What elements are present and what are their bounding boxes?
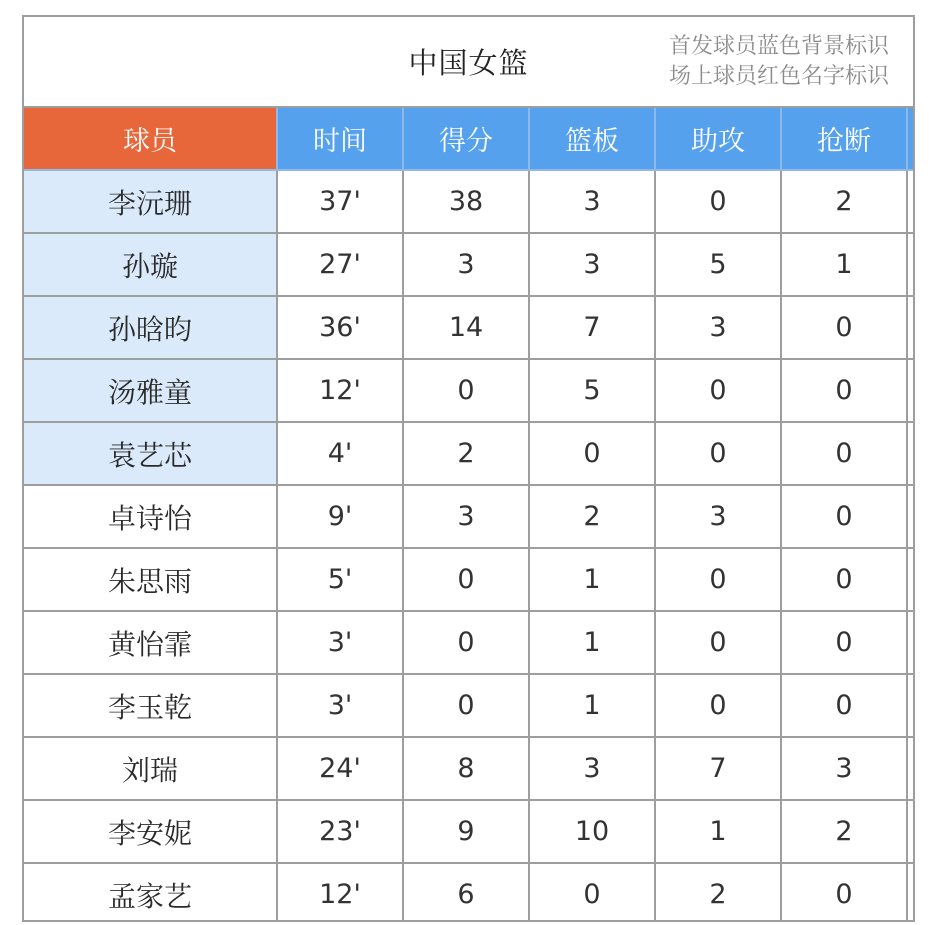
steals-cell: 0 xyxy=(781,359,907,422)
player-name-cell: 李沅珊 xyxy=(24,170,277,233)
assists-cell: 1 xyxy=(655,800,781,863)
minutes-cell: 12' xyxy=(277,359,403,422)
rebounds-cell: 1 xyxy=(529,548,655,611)
column-header-time: 时间 xyxy=(277,108,403,170)
overflow-cell xyxy=(907,422,915,485)
points-cell: 3 xyxy=(403,485,529,548)
rebounds-cell: 1 xyxy=(529,611,655,674)
minutes-cell: 12' xyxy=(277,863,403,922)
table-row xyxy=(24,170,915,233)
table-row xyxy=(24,233,915,296)
minutes-cell: 3' xyxy=(277,611,403,674)
table-row xyxy=(24,611,915,674)
overflow-cell xyxy=(907,233,915,296)
minutes-cell: 23' xyxy=(277,800,403,863)
player-name-cell: 黄怡霏 xyxy=(24,611,277,674)
steals-cell: 0 xyxy=(781,422,907,485)
title-row xyxy=(24,17,913,108)
table-row xyxy=(24,422,915,485)
table-row xyxy=(24,674,915,737)
player-name-cell: 汤雅童 xyxy=(24,359,277,422)
steals-cell: 1 xyxy=(781,233,907,296)
steals-cell: 3 xyxy=(781,737,907,800)
player-name-cell: 李安妮 xyxy=(24,800,277,863)
player-name-cell: 刘瑞 xyxy=(24,737,277,800)
points-cell: 2 xyxy=(403,422,529,485)
assists-cell: 0 xyxy=(655,170,781,233)
points-cell: 0 xyxy=(403,611,529,674)
column-header-overflow xyxy=(907,108,915,170)
minutes-cell: 37' xyxy=(277,170,403,233)
assists-cell: 0 xyxy=(655,422,781,485)
overflow-cell xyxy=(907,485,915,548)
steals-cell: 0 xyxy=(781,674,907,737)
assists-cell: 0 xyxy=(655,611,781,674)
minutes-cell: 4' xyxy=(277,422,403,485)
player-name-cell: 孟家艺 xyxy=(24,863,277,922)
table-row xyxy=(24,737,915,800)
assists-cell: 0 xyxy=(655,674,781,737)
steals-cell: 0 xyxy=(781,485,907,548)
steals-cell: 0 xyxy=(781,296,907,359)
rebounds-cell: 5 xyxy=(529,359,655,422)
points-cell: 3 xyxy=(403,233,529,296)
rebounds-cell: 7 xyxy=(529,296,655,359)
overflow-cell xyxy=(907,296,915,359)
player-name-cell: 孙晗昀 xyxy=(24,296,277,359)
player-name-cell: 袁艺芯 xyxy=(24,422,277,485)
points-cell: 0 xyxy=(403,359,529,422)
points-cell: 8 xyxy=(403,737,529,800)
table-row xyxy=(24,359,915,422)
table-row xyxy=(24,485,915,548)
rebounds-cell: 3 xyxy=(529,233,655,296)
table-row xyxy=(24,863,915,922)
points-cell: 14 xyxy=(403,296,529,359)
minutes-cell: 5' xyxy=(277,548,403,611)
steals-cell: 2 xyxy=(781,170,907,233)
assists-cell: 3 xyxy=(655,296,781,359)
points-cell: 0 xyxy=(403,674,529,737)
column-header-player: 球员 xyxy=(24,108,277,170)
stats-table xyxy=(24,108,915,922)
points-cell: 6 xyxy=(403,863,529,922)
minutes-cell: 27' xyxy=(277,233,403,296)
steals-cell: 0 xyxy=(781,548,907,611)
rebounds-cell: 3 xyxy=(529,170,655,233)
column-header-assists: 助攻 xyxy=(655,108,781,170)
assists-cell: 0 xyxy=(655,548,781,611)
player-name-cell: 卓诗怡 xyxy=(24,485,277,548)
table-row xyxy=(24,800,915,863)
player-name-cell: 李玉乾 xyxy=(24,674,277,737)
minutes-cell: 36' xyxy=(277,296,403,359)
points-cell: 9 xyxy=(403,800,529,863)
player-name-cell: 朱思雨 xyxy=(24,548,277,611)
header-row xyxy=(24,108,915,170)
overflow-cell xyxy=(907,611,915,674)
points-cell: 38 xyxy=(403,170,529,233)
rebounds-cell: 1 xyxy=(529,674,655,737)
assists-cell: 3 xyxy=(655,485,781,548)
rebounds-cell: 0 xyxy=(529,863,655,922)
on-court-legend-note: 场上球员红色名字标识 xyxy=(668,64,889,89)
rebounds-cell: 10 xyxy=(529,800,655,863)
minutes-cell: 3' xyxy=(277,674,403,737)
table-row xyxy=(24,296,915,359)
column-header-steals: 抢断 xyxy=(781,108,907,170)
overflow-cell xyxy=(907,674,915,737)
points-cell: 0 xyxy=(403,548,529,611)
legend xyxy=(669,32,889,92)
steals-cell: 0 xyxy=(781,611,907,674)
overflow-cell xyxy=(907,800,915,863)
minutes-cell: 24' xyxy=(277,737,403,800)
steals-cell: 0 xyxy=(781,863,907,922)
column-header-points: 得分 xyxy=(403,108,529,170)
starter-legend-note: 首发球员蓝色背景标识 xyxy=(668,34,889,59)
column-header-rebounds: 篮板 xyxy=(529,108,655,170)
rebounds-cell: 3 xyxy=(529,737,655,800)
overflow-cell xyxy=(907,359,915,422)
rebounds-cell: 0 xyxy=(529,422,655,485)
overflow-cell xyxy=(907,170,915,233)
steals-cell: 2 xyxy=(781,800,907,863)
assists-cell: 2 xyxy=(655,863,781,922)
player-rows xyxy=(24,170,915,922)
team-title: 中国女篮 xyxy=(408,46,529,80)
player-name-cell: 孙璇 xyxy=(24,233,277,296)
overflow-cell xyxy=(907,737,915,800)
minutes-cell: 9' xyxy=(277,485,403,548)
assists-cell: 7 xyxy=(655,737,781,800)
rebounds-cell: 2 xyxy=(529,485,655,548)
assists-cell: 0 xyxy=(655,359,781,422)
table-row xyxy=(24,548,915,611)
assists-cell: 5 xyxy=(655,233,781,296)
overflow-cell xyxy=(907,863,915,922)
overflow-cell xyxy=(907,548,915,611)
box-score-table xyxy=(22,15,915,922)
